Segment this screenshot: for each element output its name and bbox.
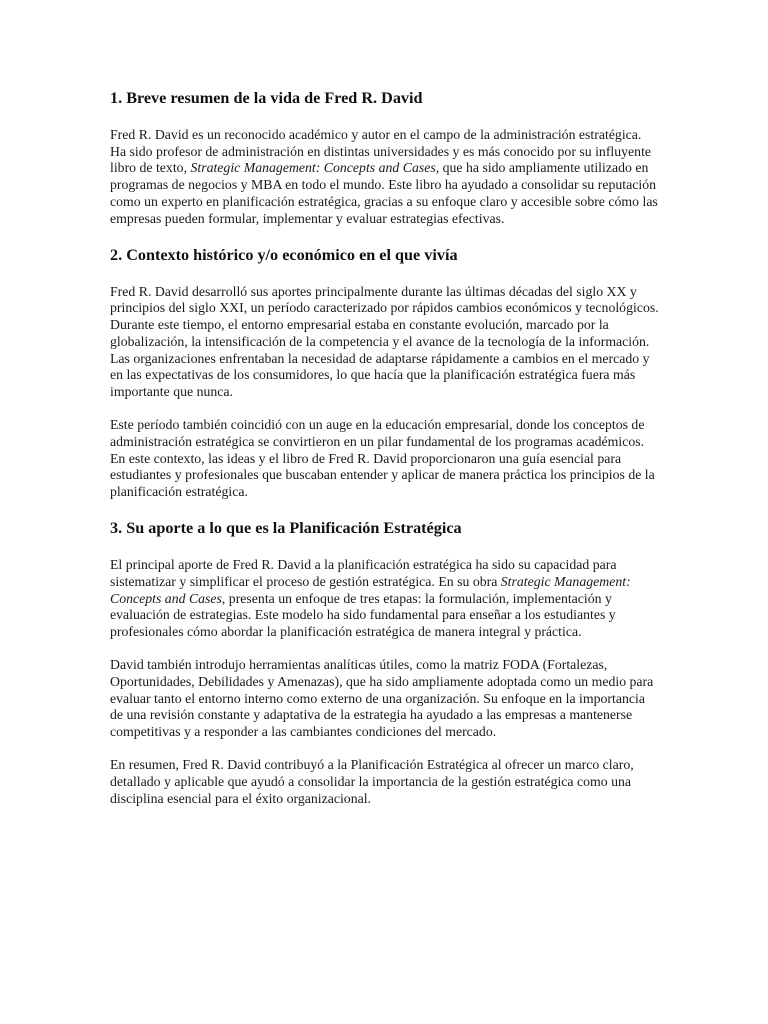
paragraph-text: El principal aporte de Fred R. David a la planificación estratégica ha sido su capacidad para sistematizar y simplificar el proceso de gestión estratégica. En su obra — [110, 557, 617, 589]
document-page — [110, 82, 660, 824]
section-heading: 2. Contexto histórico y/o económico en el que vivía — [110, 245, 458, 264]
paragraph-text: Fred R. David es un reconocido académico y autor en el campo de la administración estratégica. Ha sido profesor de administración en distintas universidades y es más conocido por su influyente libro de texto, — [110, 127, 652, 176]
section-context — [110, 244, 660, 501]
paragraph: Fred R. David desarrolló sus aportes principalmente durante las últimas décadas del siglo XX y principios del siglo XXI, un período caracterizado por rápidos cambios económicos y tecnológicos. Durante este tiempo, el entorno empresarial estaba en constante evolución, marcado por la globalización, la intensificación de la competencia y el avance de la tecnología de la información. Las organizaciones enfrentaban la necesidad de adaptarse rápidamente a cambios en el mercado y en las expectativas de los consumidores, lo que hacía que la planificación estratégica fuera más importante que nunca. — [110, 283, 659, 399]
paragraph — [110, 557, 660, 641]
paragraph: David también introdujo herramientas analíticas útiles, como la matriz FODA (Fortalezas, Oportunidades, Debilidades y Amenazas), que ha sido ampliamente adoptada como un medio para evaluar tanto el entorno interno como externo de una organización. Su enfoque en la importancia de una revisión constante y adaptativa de la estrategia ha ayudado a las empresas a mantenerse competitivas y a responder a las cambiantes condiciones del mercado. — [110, 657, 654, 739]
paragraph: En resumen, Fred R. David contribuyó a la Planificación Estratégica al ofrecer un marco claro, detallado y aplicable que ayudó a consolidar la importancia de la gestión estratégica como una disciplina esencial para el éxito organizacional. — [110, 757, 634, 806]
paragraph — [110, 127, 660, 227]
book-title: Strategic Management: Concepts and Cases — [190, 160, 436, 176]
paragraph-text: , presenta un enfoque de tres etapas: la formulación, implementación y evaluación de estrategias. Este modelo ha sido fundamental para enseñar a los estudiantes y profesionales cómo abordar la planificación estratégica de manera integral y práctica. — [110, 590, 616, 639]
section-biography — [110, 87, 660, 227]
book-title: Strategic Management: Concepts and Cases — [110, 573, 631, 606]
paragraph-text: , que ha sido ampliamente utilizado en programas de negocios y MBA en todo el mundo. Este libro ha ayudado a consolidar su reputación como un experto en planificación estratégica, gracias a su enfoque claro y accesible sobre cómo las empresas pueden formular, implementar y evaluar estrategias efectivas. — [110, 160, 658, 226]
paragraph: Este período también coincidió con un auge en la educación empresarial, donde los conceptos de administración estratégica se convirtieron en un pilar fundamental de los programas académicos. En este contexto, las ideas y el libro de Fred R. David proporcionaron una guía esencial para estudiantes y profesionales que buscaban entender y aplicar de manera práctica los principios de la planificación estratégica. — [110, 417, 655, 499]
section-heading: 1. Breve resumen de la vida de Fred R. David — [110, 89, 423, 107]
section-contribution — [110, 517, 660, 807]
section-heading: 3. Su aporte a lo que es la Planificación Estratégica — [110, 519, 462, 538]
